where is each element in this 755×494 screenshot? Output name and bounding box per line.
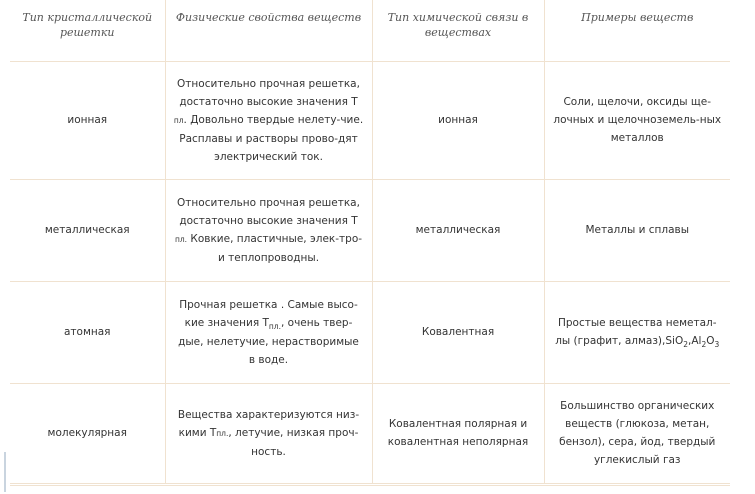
props-text: , очень твер-дые, нелетучие, нерастворимые в воде. xyxy=(178,316,359,366)
examples-cell: Металлы и сплавы xyxy=(544,179,730,281)
examples-cell xyxy=(544,281,730,383)
props-text: Относительно прочная решетка, достаточно высокие значения Т xyxy=(177,196,360,227)
examples-text: ,Al xyxy=(688,334,702,347)
formula-subscript: 2 xyxy=(683,339,688,349)
melting-point-subscript: пл. xyxy=(216,428,229,438)
header-row xyxy=(10,0,730,61)
examples-text: O xyxy=(706,334,715,347)
physical-properties-cell xyxy=(165,281,372,383)
bond-type-cell: Ковалентная полярная и ковалентная неполярная xyxy=(372,383,544,483)
props-text: Ковкие, пластичные, элек-тро-и теплопроводны. xyxy=(187,232,363,264)
header-bond-type: Тип химической связи в веществах xyxy=(372,0,544,61)
header-physical-properties: Физические свойства веществ xyxy=(165,0,372,61)
table-header xyxy=(10,0,730,61)
table-row xyxy=(10,383,730,483)
table-bottom-border xyxy=(10,485,730,486)
formula-subscript: 2 xyxy=(701,339,707,349)
physical-properties-cell xyxy=(165,383,372,483)
melting-point-subscript: пл. xyxy=(268,321,281,331)
table-row xyxy=(10,281,730,383)
props-text: , летучие, низкая проч-ность. xyxy=(228,426,359,458)
bond-type-cell: металлическая xyxy=(372,179,544,281)
melting-point-subscript: пл. xyxy=(174,234,188,244)
crystal-lattice-table xyxy=(10,0,730,484)
table-row xyxy=(10,179,730,281)
props-text: Прочная решетка . Самые высо-кие значения Т xyxy=(179,298,358,329)
examples-text: Простые вещества неметал-лы (графит, алмаз),SiO xyxy=(555,316,717,347)
lattice-type-cell: молекулярная xyxy=(10,383,165,483)
melting-point-subscript: пл xyxy=(173,115,184,125)
props-text: Относительно прочная решетка, достаточно высокие значения Т xyxy=(177,77,360,108)
text-cursor-mark xyxy=(4,452,6,492)
header-lattice-type: Тип кристаллической решетки xyxy=(10,0,165,61)
physical-properties-cell xyxy=(165,61,372,179)
bond-type-cell: Ковалентная xyxy=(372,281,544,383)
table-row xyxy=(10,61,730,179)
lattice-type-cell: металлическая xyxy=(10,179,165,281)
lattice-type-cell: атомная xyxy=(10,281,165,383)
examples-cell: Большинство органических веществ (глюкоза, метан, бензол), сера, йод, твердый углекислый газ xyxy=(544,383,730,483)
bond-type-cell: ионная xyxy=(372,61,544,179)
props-text: . Довольно твердые нелету-чие. Расплавы и растворы прово-дят электрический ток. xyxy=(179,113,364,163)
props-text: Вещества характеризуются низ-кими Т xyxy=(177,408,360,439)
header-examples: Примеры веществ xyxy=(544,0,730,61)
physical-properties-cell xyxy=(165,179,372,281)
examples-cell: Соли, щелочи, оксиды ще-лочных и щелочноземель-ных металлов xyxy=(544,61,730,179)
formula-subscript: 3 xyxy=(714,339,720,349)
table-body xyxy=(10,61,730,483)
lattice-type-cell: ионная xyxy=(10,61,165,179)
